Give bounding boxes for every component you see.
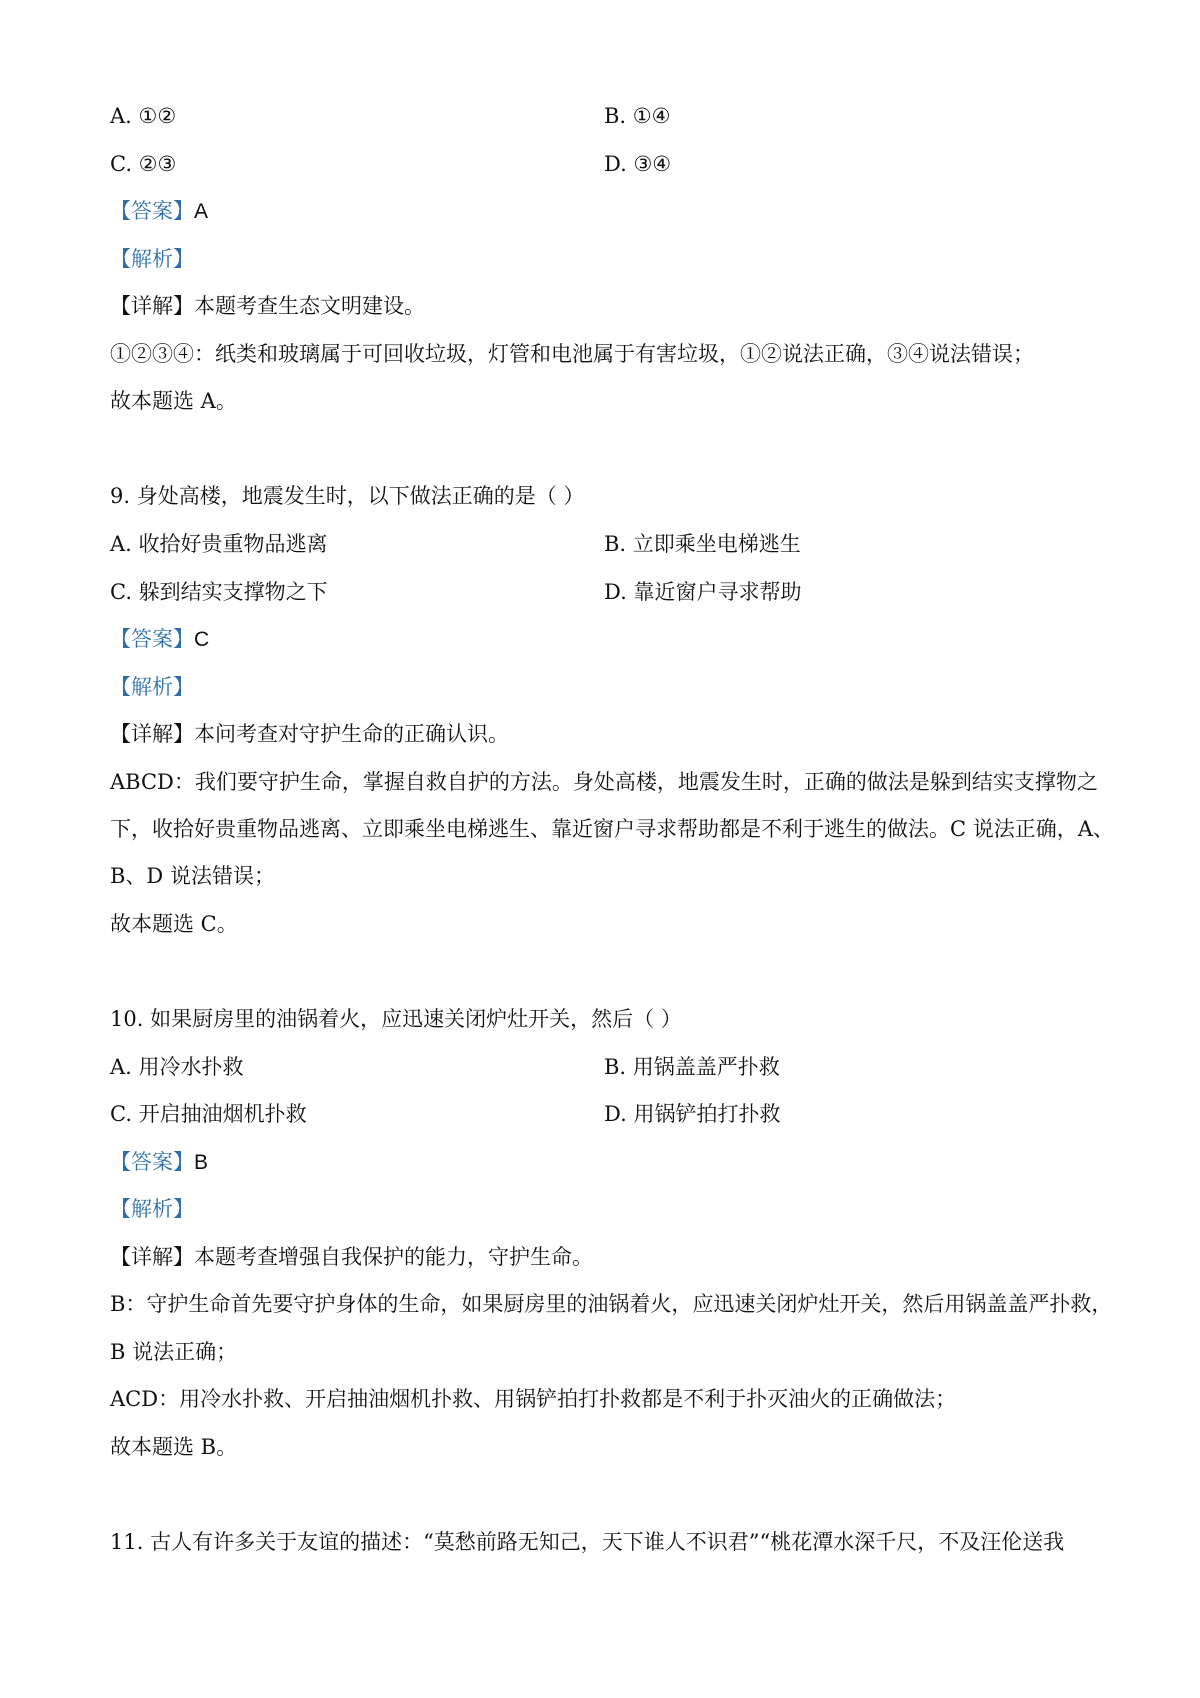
q10-detail: 【详解】本题考查增强自我保护的能力，守护生命。: [110, 1245, 593, 1269]
q9-conclusion: 故本题选 C。: [110, 912, 238, 936]
q10-option-d: D. 用锅铲拍打扑救: [604, 1102, 781, 1126]
q8-answer-line: [110, 197, 208, 225]
q10-answer-tag: 【答案】: [110, 1150, 194, 1174]
q9-explanation-line-1: ABCD：我们要守护生命，掌握自救自护的方法。身处高楼，地震发生时，正确的做法是躲到结实支撑物之: [110, 770, 1098, 794]
q8-option-b: B. ①④: [604, 104, 671, 128]
q10-analysis-tag: 【解析】: [110, 1197, 194, 1221]
q10-explanation-line-1: B：守护生命首先要守护身体的生命，如果厨房里的油锅着火，应迅速关闭炉灶开关，然后用锅盖盖严扑救，: [110, 1292, 1113, 1316]
q8-detail: 【详解】本题考查生态文明建设。: [110, 294, 425, 318]
q8-conclusion: 故本题选 A。: [110, 389, 237, 413]
q10-explanation-line-2: B 说法正确；: [110, 1340, 238, 1364]
q9-option-a: A. 收拾好贵重物品逃离: [110, 532, 328, 556]
q10-conclusion: 故本题选 B。: [110, 1435, 238, 1459]
q9-option-b: B. 立即乘坐电梯逃生: [604, 532, 801, 556]
q10-option-b: B. 用锅盖盖严扑救: [604, 1055, 780, 1079]
q9-explanation-line-3: B、D 说法错误；: [110, 864, 275, 888]
q8-option-a: A. ①②: [110, 104, 177, 128]
q10-option-c: C. 开启抽油烟机扑救: [110, 1102, 307, 1126]
q9-option-c: C. 躲到结实支撑物之下: [110, 580, 328, 604]
q10-answer-value: B: [194, 1151, 209, 1174]
q8-analysis-tag: 【解析】: [110, 247, 194, 271]
q8-answer-value: A: [194, 200, 209, 223]
q9-analysis-tag: 【解析】: [110, 675, 194, 699]
q9-question: 9. 身处高楼，地震发生时，以下做法正确的是（ ）: [110, 484, 585, 508]
q10-answer-line: [110, 1148, 208, 1176]
q10-option-a: A. 用冷水扑救: [110, 1055, 244, 1079]
q9-explanation-line-2: 下，收拾好贵重物品逃离、立即乘坐电梯逃生、靠近窗户寻求帮助都是不利于逃生的做法。C 说法正确，A、: [110, 817, 1114, 841]
q9-detail: 【详解】本问考查对守护生命的正确认识。: [110, 722, 509, 746]
q9-answer-line: [110, 625, 209, 653]
q8-option-c: C. ②③: [110, 152, 177, 176]
q9-option-d: D. 靠近窗户寻求帮助: [604, 580, 802, 604]
q11-question: 11. 古人有许多关于友谊的描述：“莫愁前路无知己，天下谁人不识君”“桃花潭水深千尺，不及汪伦送我: [110, 1530, 1065, 1554]
q8-answer-tag: 【答案】: [110, 199, 194, 223]
q8-option-d: D. ③④: [604, 152, 672, 176]
q9-answer-tag: 【答案】: [110, 627, 194, 651]
q10-question: 10. 如果厨房里的油锅着火，应迅速关闭炉灶开关，然后（ ）: [110, 1007, 682, 1031]
q8-explanation: ①②③④：纸类和玻璃属于可回收垃圾，灯管和电池属于有害垃圾，①②说法正确，③④说法错误；: [110, 342, 1034, 366]
q10-explanation-line-3: ACD：用冷水扑救、开启抽油烟机扑救、用锅铲拍打扑救都是不利于扑灭油火的正确做法；: [110, 1387, 957, 1411]
q9-answer-value: C: [194, 628, 210, 651]
